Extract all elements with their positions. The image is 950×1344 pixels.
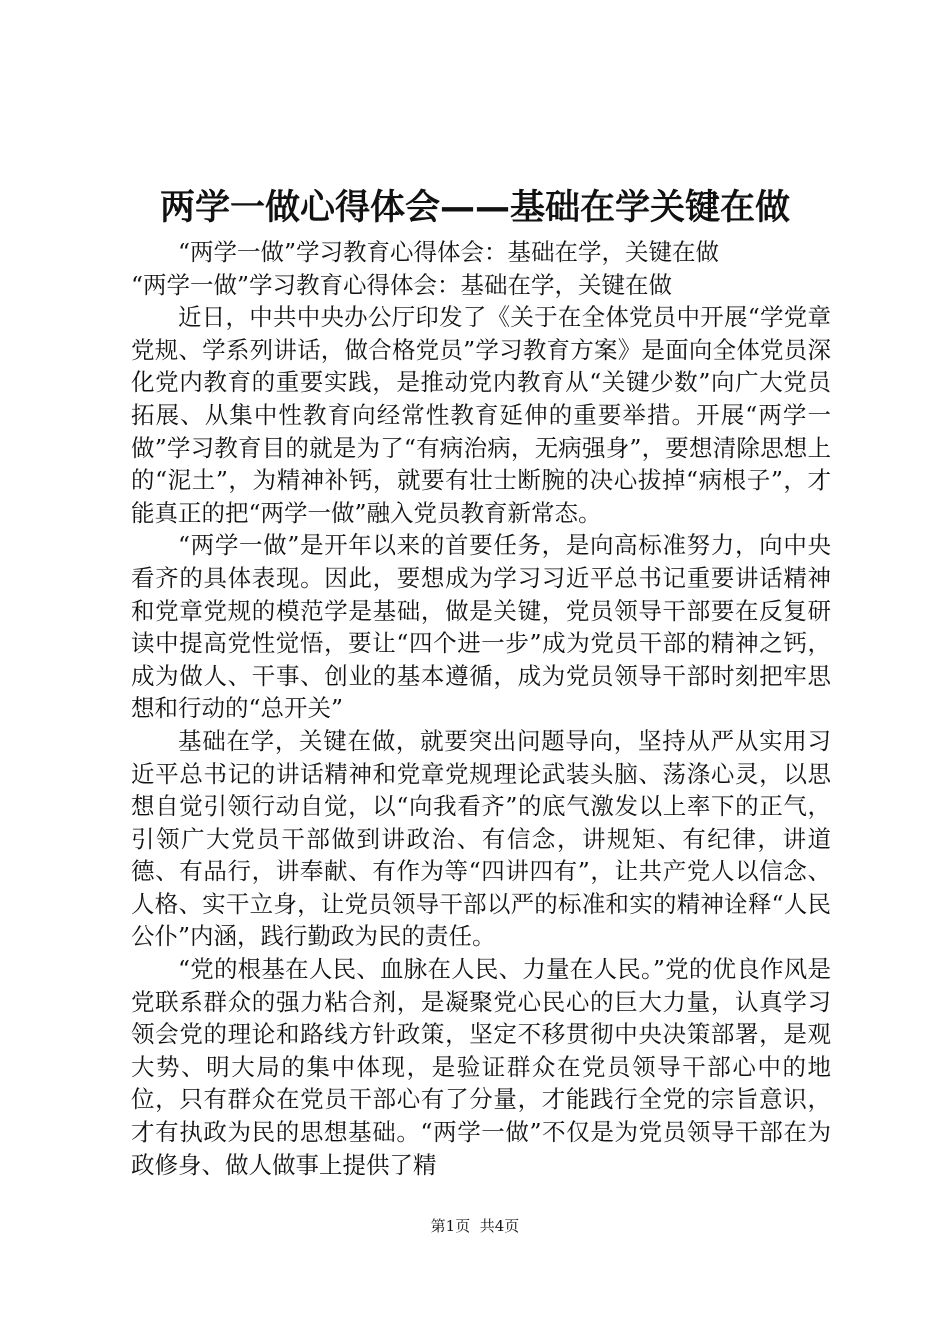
document-body: [131, 236, 831, 1181]
document-title: 两学一做心得体会——基础在学关键在做: [159, 188, 790, 228]
page-total: 共4页: [479, 1217, 520, 1235]
page-footer: [0, 1216, 950, 1236]
subtitle-line: “两学一做”学习教育心得体会：基础在学，关键在做: [178, 238, 720, 266]
subtitle-repeat-line: “两学一做”学习教育心得体会：基础在学，关键在做: [131, 270, 673, 299]
paragraph-2: “两学一做”是开年以来的首要任务，是向高标准努力，向中央看齐的具体表现。因此，要想成为学习习近平总书记重要讲话精神和党章党规的模范学是基础，做是关键，党员领导干部要在反复研读中提高党性觉悟，要让“四个进一步”成为党员干部的精神之钙，成为做人、干事、创业的基本遵循，成为党员领导干部时刻把牢思想和行动的“总开关”: [131, 531, 831, 723]
page-number: 第1页: [430, 1217, 471, 1235]
paragraph-3: 基础在学，关键在做，就要突出问题导向，坚持从严从实用习近平总书记的讲话精神和党章党规理论武装头脑、荡涤心灵，以思想自觉引领行动自觉，以“向我看齐”的底气激发以上率下的正气，引领广大党员干部做到讲政治、有信念，讲规矩、有纪律，讲道德、有品行，讲奉献、有作为等“四讲四有”，让共产党人以信念、人格、实干立身，让党员领导干部以严的标准和实的精神诠释“人民公仆”内涵，践行勤政为民的责任。: [131, 726, 831, 951]
paragraph-4: “党的根基在人民、血脉在人民、力量在人民。”党的优良作风是党联系群众的强力粘合剂，是凝聚党心民心的巨大力量，认真学习领会党的理论和路线方针政策，坚定不移贯彻中央决策部署，是观大势、明大局的集中体现，是验证群众在党员领导干部心中的地位，只有群众在党员干部心有了分量，才能践行全党的宗旨意识，才有执政为民的思想基础。“两学一做”不仅是为党员领导干部在为政修身、做人做事上提供了精: [131, 955, 831, 1179]
paragraph-1: 近日，中共中央办公厅印发了《关于在全体党员中开展“学党章党规、学系列讲话，做合格党员”学习教育方案》是面向全体党员深化党内教育的重要实践，是推动党内教育从“关键少数”向广大党员拓展、从集中性教育向经常性教育延伸的重要举措。开展“两学一做”学习教育目的就是为了“有病治病，无病强身”，要想清除思想上的“泥土”，为精神补钙，就要有壮士断腕的决心拔掉“病根子”，才能真正的把“两学一做”融入党员教育新常态。: [131, 303, 831, 527]
